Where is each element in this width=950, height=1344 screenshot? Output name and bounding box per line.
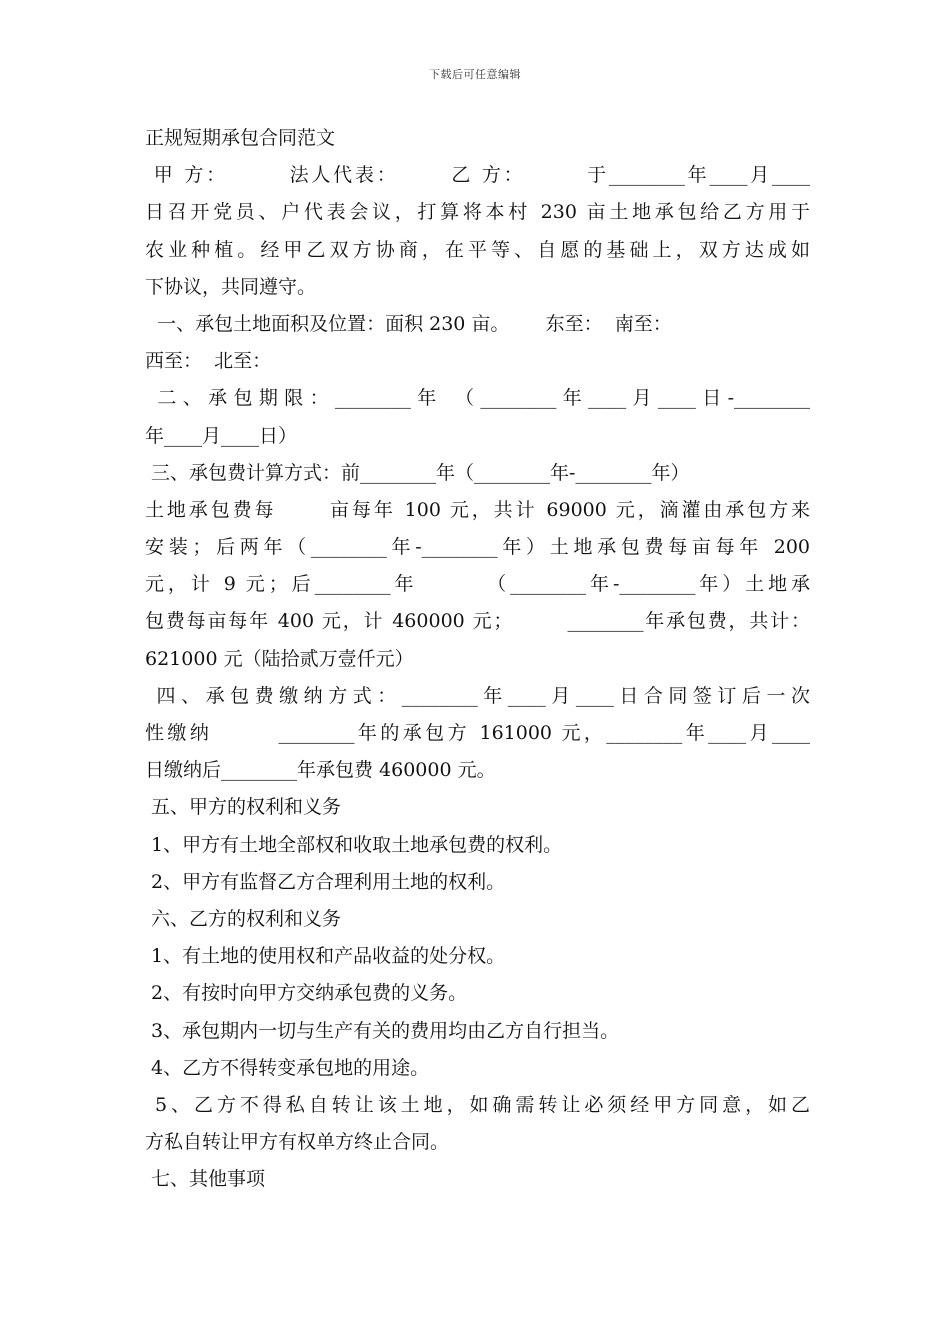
text-line: 日缴纳后________年承包费 460000 元。 <box>145 759 496 782</box>
section-heading-other-matters: 七、其他事项 <box>145 1168 266 1191</box>
section-heading-party-b-rights: 六、乙方的权利和义务 <box>145 907 342 930</box>
section-heading-term: 二、承包期限：________年 （________年____月____日-________ <box>145 387 810 410</box>
document-title: 正规短期承包合同范文 <box>145 127 336 149</box>
text-line: 方私自转让甲方有权单方终止合同。 <box>145 1131 450 1154</box>
list-item: 2、有按时向甲方交纳承包费的义务。 <box>145 982 468 1005</box>
page-header-note: 下载后可任意编辑 <box>429 68 521 81</box>
text-line: 年____月____日） <box>145 424 298 447</box>
list-item: 2、甲方有监督乙方合理利用土地的权利。 <box>145 870 506 893</box>
section-heading-fee-payment: 四、承包费缴纳方式：________年____月____日合同签订后一次 <box>145 684 810 707</box>
list-item: 1、有土地的使用权和产品收益的处分权。 <box>145 945 506 968</box>
text-line: 西至： 北至： <box>145 350 272 373</box>
section-heading-fee-calculation: 三、承包费计算方式：前________年（________年-________年） <box>145 461 690 484</box>
text-line: 元，计 9 元；后________年 （________年-________年）土地承 <box>145 573 810 596</box>
text-line: 下协议，共同遵守。 <box>145 275 317 298</box>
contract-document <box>145 120 810 1198</box>
list-item: 1、甲方有土地全部权和收取土地承包费的权利。 <box>145 833 563 856</box>
list-item: 3、承包期内一切与生产有关的费用均由乙方自行担当。 <box>145 1019 620 1042</box>
text-line: 农业种植。经甲乙双方协商，在平等、自愿的基础上，双方达成如 <box>145 238 810 261</box>
text-line: 日召开党员、户代表会议，打算将本村 230 亩土地承包给乙方用于 <box>145 201 810 224</box>
text-line: 621000 元（陆拾贰万壹仟元） <box>145 647 414 670</box>
section-heading-land-area: 一、承包土地面积及位置：面积 230 亩。 东至： 南至： <box>145 312 672 335</box>
list-item: 5、乙方不得私自转让该土地，如确需转让必须经甲方同意，如乙 <box>145 1093 810 1116</box>
text-line-parties: 甲 方： 法人代表： 乙 方： 于________年____月____ <box>145 164 810 187</box>
text-line: 土地承包费每 亩每年 100 元，共计 69000 元，滴灌由承包方来 <box>145 498 810 521</box>
list-item: 4、乙方不得转变承包地的用途。 <box>145 1056 430 1079</box>
text-line: 性缴纳 ________年的承包方 161000 元，________年____月____ <box>145 722 810 744</box>
text-line: 安装；后两年（________年-________年）土地承包费每亩每年 200 <box>145 536 810 559</box>
section-heading-party-a-rights: 五、甲方的权利和义务 <box>145 796 342 819</box>
text-line: 包费每亩每年 400 元，计 460000 元； ________年承包费，共计： <box>145 610 810 633</box>
